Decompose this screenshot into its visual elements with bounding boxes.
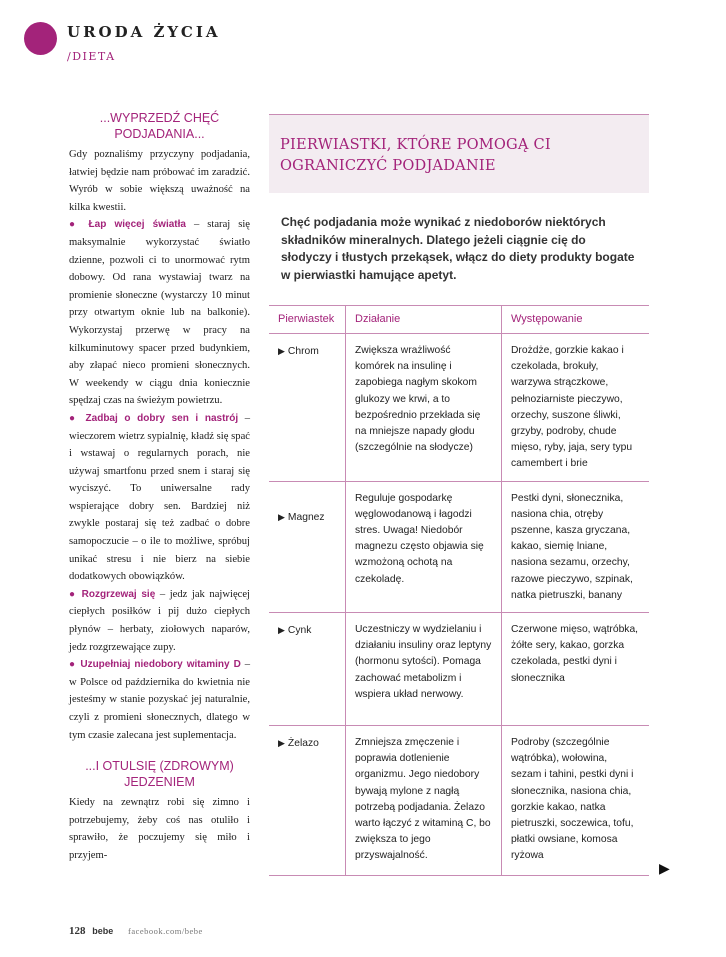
table-header-action: Działanie bbox=[346, 306, 502, 334]
box-intro: Chęć podjadania może wynikać z niedoborów niektórych składników mineralnych. Dlatego jeżeli ciągnie cię do słodyczy i tłustych przekąsek, włącz do diety produkty bogate w pierwiastki hamujące apetyt. bbox=[281, 215, 635, 282]
element-name: Chrom bbox=[287, 346, 319, 357]
tip-vitamin-d-key-text: Uzupełniaj niedobory witaminy D bbox=[80, 659, 241, 671]
table-row bbox=[269, 481, 649, 612]
article-heading-1: ...WYPRZEDŹ CHĘĆ PODJADANIA... bbox=[99, 111, 220, 141]
table-cell-element bbox=[269, 481, 346, 612]
table-header-element: Pierwiastek bbox=[269, 306, 346, 334]
left-article-column bbox=[69, 110, 250, 865]
triangle-right-icon: ▶ bbox=[278, 625, 285, 636]
page-number: 128 bbox=[69, 925, 86, 937]
table-cell-action: Uczestniczy w wydzielaniu i działaniu insuliny oraz leptyny (hormonu sytości). Pomaga zachować metabolizm i wspiera układ nerwowy. bbox=[346, 613, 502, 726]
table-header-row bbox=[269, 306, 649, 334]
tip-warm bbox=[69, 586, 250, 656]
section-subtitle: /DIETA bbox=[67, 50, 116, 63]
tip-light-key-text: Łap więcej światła bbox=[88, 219, 186, 231]
tip-light-text: – staraj się maksymalnie wykorzystać światło dzienne, pozwoli ci to unormować rytm dobowy. Od rana wystawiaj twarz na promienie słoneczne (wystarczy 10 minut przy otwartym oknie lub na balkonie). Wykorzystaj przerwę w pracy na kilkuminutowy spacer przed budynkiem, aby złapać nieco promieni słonecznych. W weekendy w ciągu dnia koniecznie spędzaj czas na świeżym powietrzu. bbox=[69, 219, 250, 407]
section-title: URODA ŻYCIA bbox=[67, 23, 221, 41]
tip-sleep-text: – wieczorem wietrz sypialnię, kładź się spać i wstawaj o regularnych porach, nie używaj smartfonu przed snem i staraj się wyciszyć. To uniwersalne rady wspierające dobry sen. Bardziej niż zwykle postaraj się też zadbać o dobre samopoczucie – o ile to możliwe, spróbuj unikać stresu i nie bierz na siebie dodatkowych obowiązków. bbox=[69, 412, 251, 583]
article-heading-2: ...I OTULSIĘ (ZDROWYM) JEDZENIEM bbox=[85, 759, 234, 790]
element-name: Cynk bbox=[287, 625, 312, 637]
table-cell-element bbox=[269, 613, 346, 726]
table-cell-action: Reguluje gospodarkę węglowodanową i łagodzi stres. Uwaga! Niedobór magnezu często objawia się wzmożoną ochotą na czekoladę. bbox=[346, 481, 502, 612]
section-circle-marker bbox=[24, 22, 57, 55]
article-paragraph-closing: Kiedy na zewnątrz robi się zimno i potrzebujemy, żeby coś nas otuliło i sprawiło, że poczujemy się miło i przyjem- bbox=[69, 797, 250, 861]
table-cell-sources: Podroby (szczególnie wątróbka), wołowina, sezam i tahini, pestki dyni i słonecznika, nasiona chia, gorzkie kakao, natka pietruszki, soczewica, tofu, płatki owsiane, komosa ryżowa bbox=[502, 726, 650, 876]
table-row bbox=[269, 613, 649, 726]
table-row bbox=[269, 726, 649, 876]
tip-vitamin-d bbox=[69, 656, 250, 744]
triangle-right-icon: ▶ bbox=[278, 738, 285, 749]
tip-vitamin-d-text: – w Polsce od października do kwietnia nie jesteśmy w stanie pozyskać jej naturalnie, czyli z promieni słonecznych, dlatego w tym czasie zalecana jest suplementacja. bbox=[69, 659, 250, 741]
page-footer bbox=[69, 925, 203, 937]
triangle-right-icon: ▶ bbox=[278, 346, 285, 356]
minerals-info-box bbox=[269, 114, 649, 877]
facebook-link[interactable]: facebook.com/bebe bbox=[128, 926, 203, 936]
tip-light-key: ● Łap więcej światła bbox=[69, 219, 186, 231]
element-name: Żelazo bbox=[287, 738, 319, 750]
tip-sleep-key: ● Zadbaj o dobry sen i nastrój bbox=[69, 412, 239, 424]
table-cell-element bbox=[269, 726, 346, 876]
table-header-sources: Występowanie bbox=[502, 306, 650, 334]
tip-warm-key-text: Rozgrzewaj się bbox=[81, 588, 156, 600]
table-cell-sources: Pestki dyni, słonecznika, nasiona chia, otręby pszenne, kasza gryczana, kakao, siemię lniane, nasiona sezamu, orzechy, razowe pieczywo, szpinak, natka pietruszki, banany bbox=[502, 481, 650, 612]
triangle-right-icon: ▶ bbox=[278, 511, 285, 522]
table-row bbox=[269, 334, 649, 482]
tip-sleep-key-text: Zadbaj o dobry sen i nastrój bbox=[85, 412, 239, 424]
table-cell-action: Zmniejsza zmęczenie i poprawia dotlenienie organizmu. Jego niedobory bywają mylone z nagłą potrzebą podjadania. Żelazo warto łączyć z witaminą C, bo zwiększa to jego przyswajalność. bbox=[346, 726, 502, 876]
element-name: Magnez bbox=[287, 511, 325, 523]
tip-vitamin-d-key: ● Uzupełniaj niedobory witaminy D bbox=[69, 659, 241, 671]
magazine-name: bebe bbox=[92, 926, 114, 936]
tip-light bbox=[69, 216, 250, 410]
table-cell-sources: Drożdże, gorzkie kakao i czekolada, brokuły, warzywa strączkowe, pełnoziarniste pieczywo, orzechy, suszone śliwki, grzyby, podroby, chude mięso, ryby, jaja, sery typu camembert i brie bbox=[502, 334, 650, 482]
minerals-table bbox=[269, 305, 649, 876]
tip-sleep bbox=[69, 410, 250, 586]
next-page-triangle-icon[interactable]: ▶ bbox=[659, 861, 670, 877]
tip-warm-key: ● Rozgrzewaj się bbox=[69, 588, 156, 600]
tip-warm-text: – jedz jak najwięcej ciepłych posiłków i pij dużo ciepłych płynów – herbaty, ziołowych naparów, jedz rozgrzewające zupy. bbox=[69, 588, 250, 653]
article-paragraph-intro: Gdy poznaliśmy przyczyny podjadania, łatwiej będzie nam próbować im zaradzić. Wyrób w sobie większą uważność na kilka kwestii. bbox=[69, 149, 250, 213]
table-cell-element bbox=[269, 334, 346, 482]
box-title: PIERWIASTKI, KTÓRE POMOGĄ CI OGRANICZYĆ PODJADANIE bbox=[269, 115, 649, 193]
table-cell-sources: Czerwone mięso, wątróbka, żółte sery, kakao, gorzka czekolada, pestki dyni i słonecznika bbox=[502, 613, 650, 726]
table-cell-action: Zwiększa wrażliwość komórek na insulinę i zapobiega nagłym skokom glukozy we krwi, a to bezpośrednio przekłada się na mniejsze napady głodu (szczególnie na słodycze) bbox=[346, 334, 502, 482]
